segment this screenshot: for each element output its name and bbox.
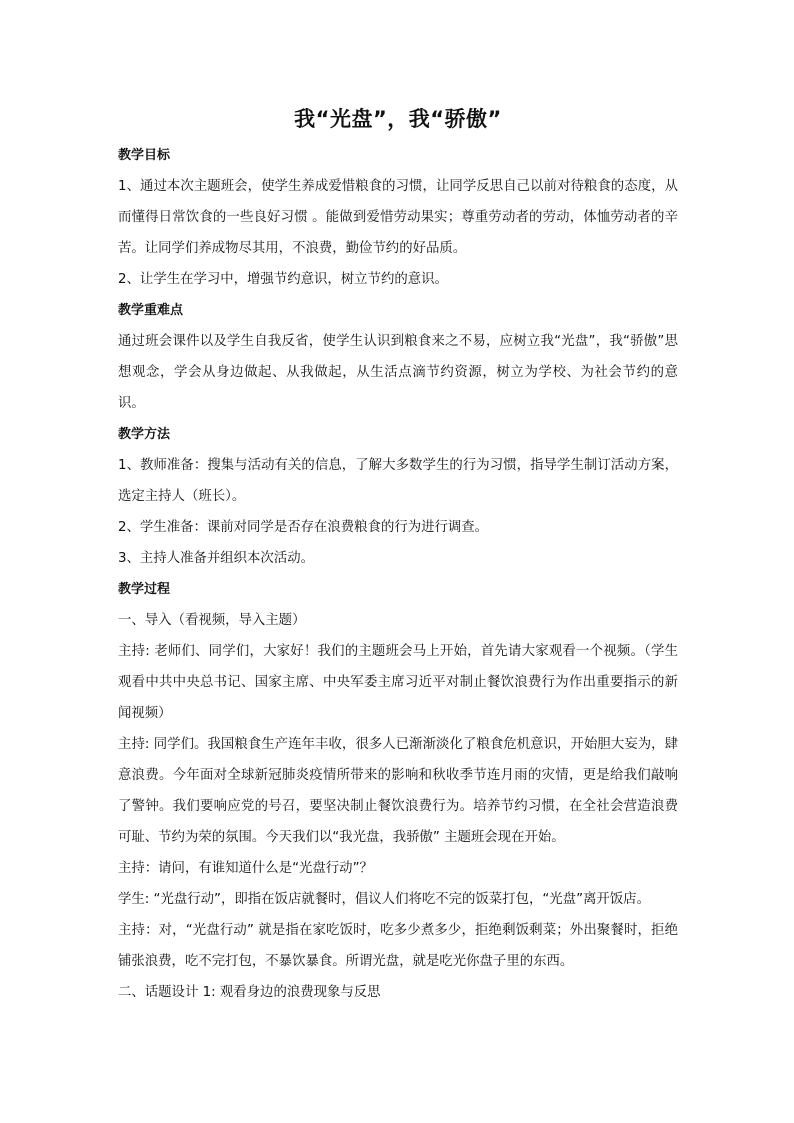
methods-paragraph-1: 1、教师准备：搜集与活动有关的信息，了解大多数学生的行为习惯，指导学生制订活动方案，选定主持人（班长）。 — [118, 458, 678, 504]
process-paragraph-3: 主持: 同学们。我国粮食生产连年丰收，很多人已渐渐淡化了粮食危机意识，开始胆大妄为，肆意浪费。今年面对全球新冠肺炎疫情所带来的影响和秋收季节连月雨的灾情，更是给我们敲响了警钟。我们要响应党的号召，要坚决制止餐饮浪费行为。培养节约习惯，在全社会营造浪费可耻、节约为荣的氛围。今天我们以“我光盘，我骄傲” 主题班会现在开始。 — [118, 737, 678, 845]
section-heading-goals: 教学目标 — [118, 148, 171, 163]
process-paragraph-6: 主持：对，“光盘行动” 就是指在家吃饭时，吃多少煮多少，拒绝剩饭剩菜；外出聚餐时，拒绝铺张浪费，吃不完打包，不暴饮暴食。所谓光盘，就是吃光你盘子里的东西。 — [118, 923, 678, 969]
goals-paragraph-2: 2、让学生在学习中，增强节约意识，树立节约的意识。 — [118, 272, 448, 287]
section-heading-methods: 教学方法 — [118, 427, 171, 442]
goals-paragraph-1: 1、通过本次主题班会，使学生养成爱惜粮食的习惯，让同学反思自己以前对待粮食的态度，从而懂得日常饮食的一些良好习惯 。能做到爱惜劳动果实；尊重劳动者的劳动，体恤劳动者的辛苦。让同学们养成物尽其用，不浪费，勤俭节约的好品质。 — [118, 179, 678, 256]
document-title: 我“光盘”，我“骄傲” — [294, 107, 502, 131]
process-paragraph-2: 主持: 老师们、同学们，大家好！我们的主题班会马上开始，首先请大家观看一个视频。（学生观看中共中央总书记、国家主席、中央军委主席习近平对制止餐饮浪费行为作出重要指示的新闻视频） — [118, 644, 678, 721]
methods-paragraph-2: 2、学生准备：课前对同学是否存在浪费粮食的行为进行调查。 — [118, 520, 489, 535]
document-body — [118, 104, 678, 1008]
section-heading-process: 教学过程 — [118, 582, 171, 597]
methods-paragraph-3: 3、主持人准备并组织本次活动。 — [118, 551, 314, 566]
process-paragraph-5: 学生: “光盘行动”，即指在饭店就餐时，倡议人们将吃不完的饭菜打包，“光盘”离开饭店。 — [118, 892, 650, 907]
key-points-paragraph-1: 通过班会课件以及学生自我反省，使学生认识到粮食来之不易，应树立我“光盘”，我“骄傲”思想观念，学会从身边做起、从我做起，从生活点滴节约资源，树立为学校、为社会节约的意识。 — [118, 334, 678, 411]
process-paragraph-4: 主持：请问，有谁知道什么是“光盘行动”？ — [118, 861, 373, 876]
process-paragraph-1: 一、导入（看视频，导入主题） — [118, 613, 306, 628]
section-heading-key-points: 教学重难点 — [118, 303, 184, 318]
process-paragraph-7: 二、话题设计 1: 观看身边的浪费现象与反思 — [118, 985, 381, 1000]
